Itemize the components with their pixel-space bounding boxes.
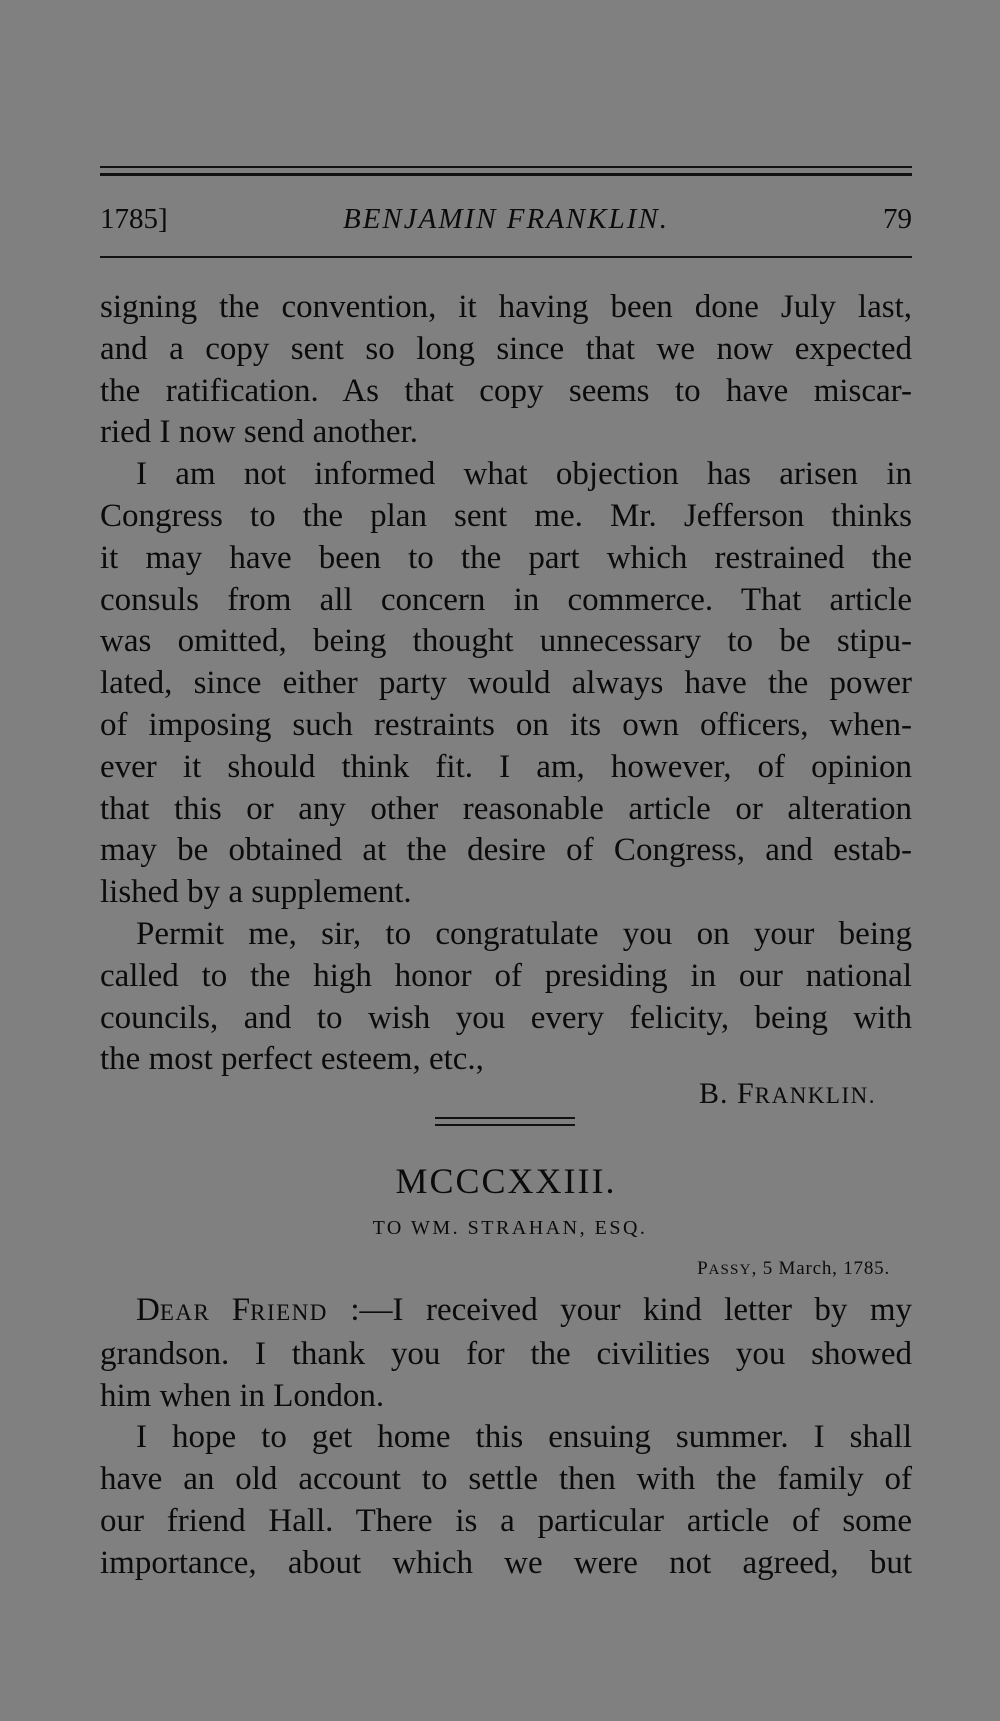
text-line: may be obtained at the desire of Congress, and estab-	[100, 832, 912, 869]
section-divider-1	[435, 1117, 575, 1119]
page-number: 79	[883, 203, 912, 235]
paragraph	[100, 1417, 912, 1584]
salutation-d: D	[136, 1292, 160, 1328]
text-line: the ratification. As that copy seems to have miscar-	[100, 372, 912, 409]
letter-number: MCCCXXIII.	[395, 1161, 617, 1201]
paragraph	[100, 287, 912, 454]
text-line: importance, about which we were not agreed, but	[100, 1544, 912, 1581]
text-line	[100, 1290, 912, 1334]
dateline	[697, 1258, 890, 1280]
signature-rest: RANKLIN.	[754, 1083, 876, 1108]
signature-initial: B. F	[699, 1077, 755, 1110]
text-line: that this or any other reasonable article or alteration	[100, 790, 912, 827]
text-line: I am not informed what objection has arisen in	[136, 456, 912, 493]
text-line: lated, since either party would always have the power	[100, 665, 912, 702]
text-line: it may have been to the part which restrained the	[100, 539, 912, 576]
text-line: was omitted, being thought unnecessary to be stipu-	[100, 623, 912, 660]
salutation	[136, 1292, 328, 1328]
letter-one-body	[100, 287, 912, 1081]
salutation-f: F	[231, 1292, 251, 1328]
text-line: signing the convention, it having been done July last,	[100, 289, 912, 325]
text-line: our friend Hall. There is a particular article of some	[100, 1502, 912, 1539]
text-line: grandson. I thank you for the civilities you showed	[100, 1335, 912, 1372]
text-line: the most perfect esteem, etc.,	[100, 1041, 484, 1078]
section-divider-2	[435, 1124, 575, 1126]
place-rest: ASSY	[708, 1262, 752, 1278]
signature	[699, 1077, 876, 1111]
text-line: him when in London.	[100, 1377, 385, 1414]
header-top-rule-2	[100, 173, 912, 176]
salutation-text: :—I received your kind letter by my	[350, 1292, 912, 1328]
running-header	[100, 198, 912, 240]
text-line: councils, and to wish you every felicity, being with	[100, 999, 912, 1036]
paragraph	[100, 914, 912, 1081]
text-line: called to the high honor of presiding in our national	[100, 957, 912, 994]
letter-two-body	[100, 1290, 912, 1585]
paragraph	[100, 1290, 912, 1417]
text-line: ever it should think fit. I am, however, of opinion	[100, 748, 912, 785]
date: , 5 March, 1785.	[751, 1258, 890, 1279]
letter-addressee: TO WM. STRAHAN, ESQ.	[372, 1217, 648, 1239]
paragraph	[100, 454, 912, 914]
text-line: ried I now send another.	[100, 414, 418, 451]
text-line: Permit me, sir, to congratulate you on your being	[136, 915, 912, 952]
salutation-riend: RIEND	[250, 1300, 328, 1325]
book-page	[100, 0, 912, 1721]
text-line: of imposing such restraints on its own officers, when-	[100, 706, 912, 743]
salutation-ear: EAR	[159, 1300, 232, 1325]
text-line: consuls from all concern in commerce. That article	[100, 581, 912, 618]
place-first: P	[697, 1258, 709, 1279]
text-line: have an old account to settle then with the family of	[100, 1461, 912, 1498]
text-line: and a copy sent so long since that we now expected	[100, 330, 912, 367]
text-line: I hope to get home this ensuing summer. I shall	[136, 1419, 912, 1456]
header-year: 1785]	[100, 203, 168, 235]
header-bottom-rule	[100, 256, 912, 258]
header-title: BENJAMIN FRANKLIN.	[343, 203, 669, 235]
header-top-rule-1	[100, 166, 912, 168]
text-line: Congress to the plan sent me. Mr. Jefferson thinks	[100, 497, 912, 534]
text-line: lished by a supplement.	[100, 874, 412, 911]
